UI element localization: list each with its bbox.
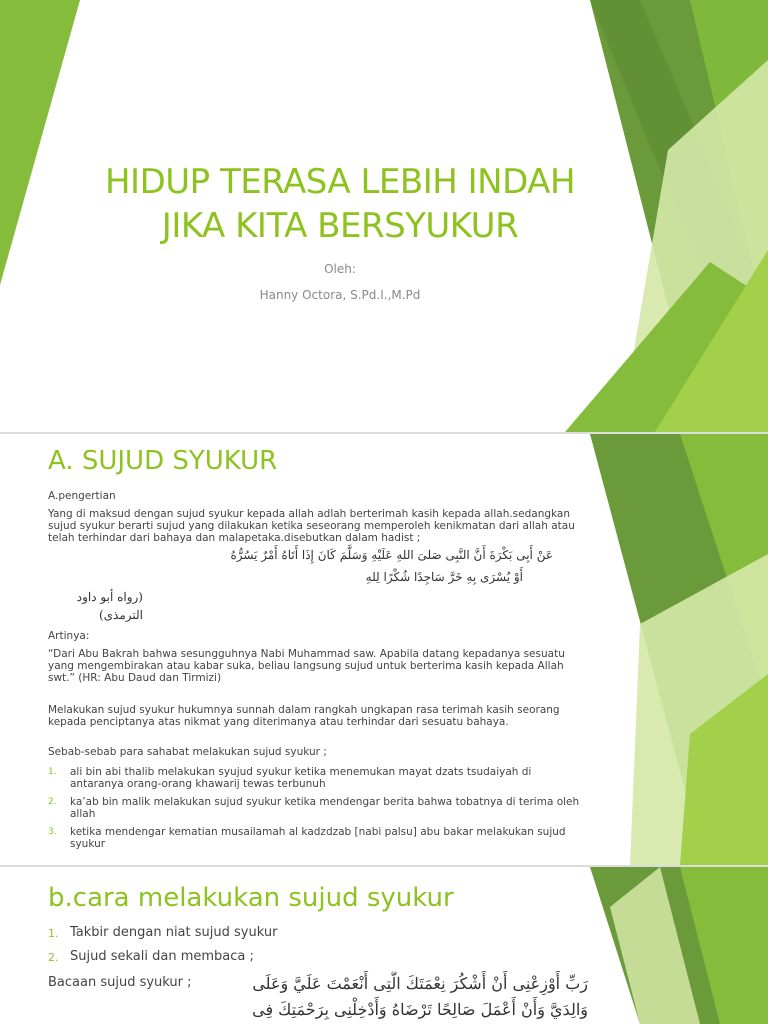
title-line-2: JIKA KITA BERSYUKUR bbox=[161, 206, 519, 246]
list-number: 1. bbox=[48, 767, 57, 777]
hadith-line-2: أَوْ يُسْرَى بِهِ خَرَّ سَاجِدًا شُكْرًا لِلهِ bbox=[365, 570, 523, 584]
list-number: 1. bbox=[48, 927, 59, 940]
sebab-list bbox=[48, 766, 583, 850]
section-body bbox=[48, 490, 583, 856]
bacaan-arabic bbox=[218, 971, 588, 1024]
hadith-line-1: عَنْ أَبِى بَكْرَةَ أَنَّ النَّبِى صَلىَ اللهِ عَلَيْهِ وَسَلَّمَ كَانَ إِذَا أَتَاهُ أَمْرٌ يَسُرُّهُ bbox=[230, 548, 553, 562]
steps-list bbox=[48, 925, 588, 965]
list-text: ka’ab bin malik melakukan sujud syukur ketika mendengar berita bahwa tobatnya di terima oleh allah bbox=[70, 796, 580, 820]
list-text: Sujud sekali dan membaca ; bbox=[70, 949, 254, 964]
slide-title bbox=[40, 160, 640, 248]
section-body bbox=[48, 925, 588, 1019]
sebab-label: Sebab-sebab para sahabat melakukan sujud syukur ; bbox=[48, 746, 327, 758]
pengertian-text: Yang di maksud dengan sujud syukur kepada allah adlah berterimah kasih kepada allah.sedangkan sujud syukur berarti sujud yang dilakukan ketika seseorang memperoleh kenikmatan dari allah atau telah terhindar dari bahaya dan malapetaka.disebutkan dalam hadist ; bbox=[48, 508, 575, 544]
bacaan-label: Bacaan sujud syukur ; bbox=[48, 975, 192, 990]
bacaan-line-1: رَبِّ أَوْزِعْنِى أَنْ أَشْكُرَ نِعْمَتَكَ الَّتِى أَنْعَمْتَ عَلَيَّ وَعَلَى bbox=[252, 974, 588, 993]
list-number: 3. bbox=[48, 827, 57, 837]
title-slide bbox=[0, 0, 768, 432]
list-text: Takbir dengan niat sujud syukur bbox=[70, 925, 278, 940]
section-heading: b.cara melakukan sujud syukur bbox=[48, 883, 454, 913]
author-name: Hanny Octora, S.Pd.I.,M.Pd bbox=[259, 288, 421, 302]
list-item bbox=[48, 766, 583, 790]
list-number: 2. bbox=[48, 797, 57, 807]
list-text: ali bin abi thalib melakukan syujud syukur ketika menemukan mayat dzats tsudaiyah di antaranya orang-orang khawarij tewas terbunuh bbox=[70, 766, 532, 790]
sujud-syukur-slide bbox=[0, 434, 768, 865]
pengertian-label: A.pengertian bbox=[48, 490, 116, 502]
list-number: 2. bbox=[48, 951, 59, 964]
bacaan-line-2: وَالِدَيَّ وَأَنْ أَعْمَلَ صَالِحًا تَرْضَاهُ وَأَدْخِلْنِى بِرَحْمَتِكَ فِى bbox=[252, 1000, 588, 1019]
title-line-1: HIDUP TERASA LEBIH INDAH bbox=[104, 162, 576, 202]
artinya-label: Artinya: bbox=[48, 630, 90, 642]
list-item bbox=[48, 826, 583, 850]
artinya-text: “Dari Abu Bakrah bahwa sesungguhnya Nabi Muhammad saw. Apabila datang kepadanya sesuatu yang mengembirakan atau kabar suka, beliau langsung sujud untuk berterima kasih kepada Allah swt.” (HR: Abu Daud dan Tirmizi) bbox=[48, 648, 565, 684]
section-heading: A. SUJUD SYUKUR bbox=[48, 446, 278, 476]
bacaan-row bbox=[48, 973, 588, 1019]
by-label: Oleh: bbox=[324, 262, 356, 276]
list-item bbox=[48, 796, 583, 820]
list-text: ketika mendengar kematian musailamah al kadzdzab [nabi palsu] abu bakar melakukan sujud syukur bbox=[70, 826, 566, 850]
hadith-source: (رواه أبو داود الترمذى) bbox=[76, 590, 143, 622]
list-item bbox=[48, 949, 588, 965]
cara-sujud-slide bbox=[0, 867, 768, 1024]
hukum-text: Melakukan sujud syukur hukumnya sunnah dalam rangkah ungkapan rasa terimah kasih seorang kepada penciptanya atas nikmat yang diterimanya atau terhindar dari sesuatu bahaya. bbox=[48, 704, 560, 728]
list-item bbox=[48, 925, 588, 941]
